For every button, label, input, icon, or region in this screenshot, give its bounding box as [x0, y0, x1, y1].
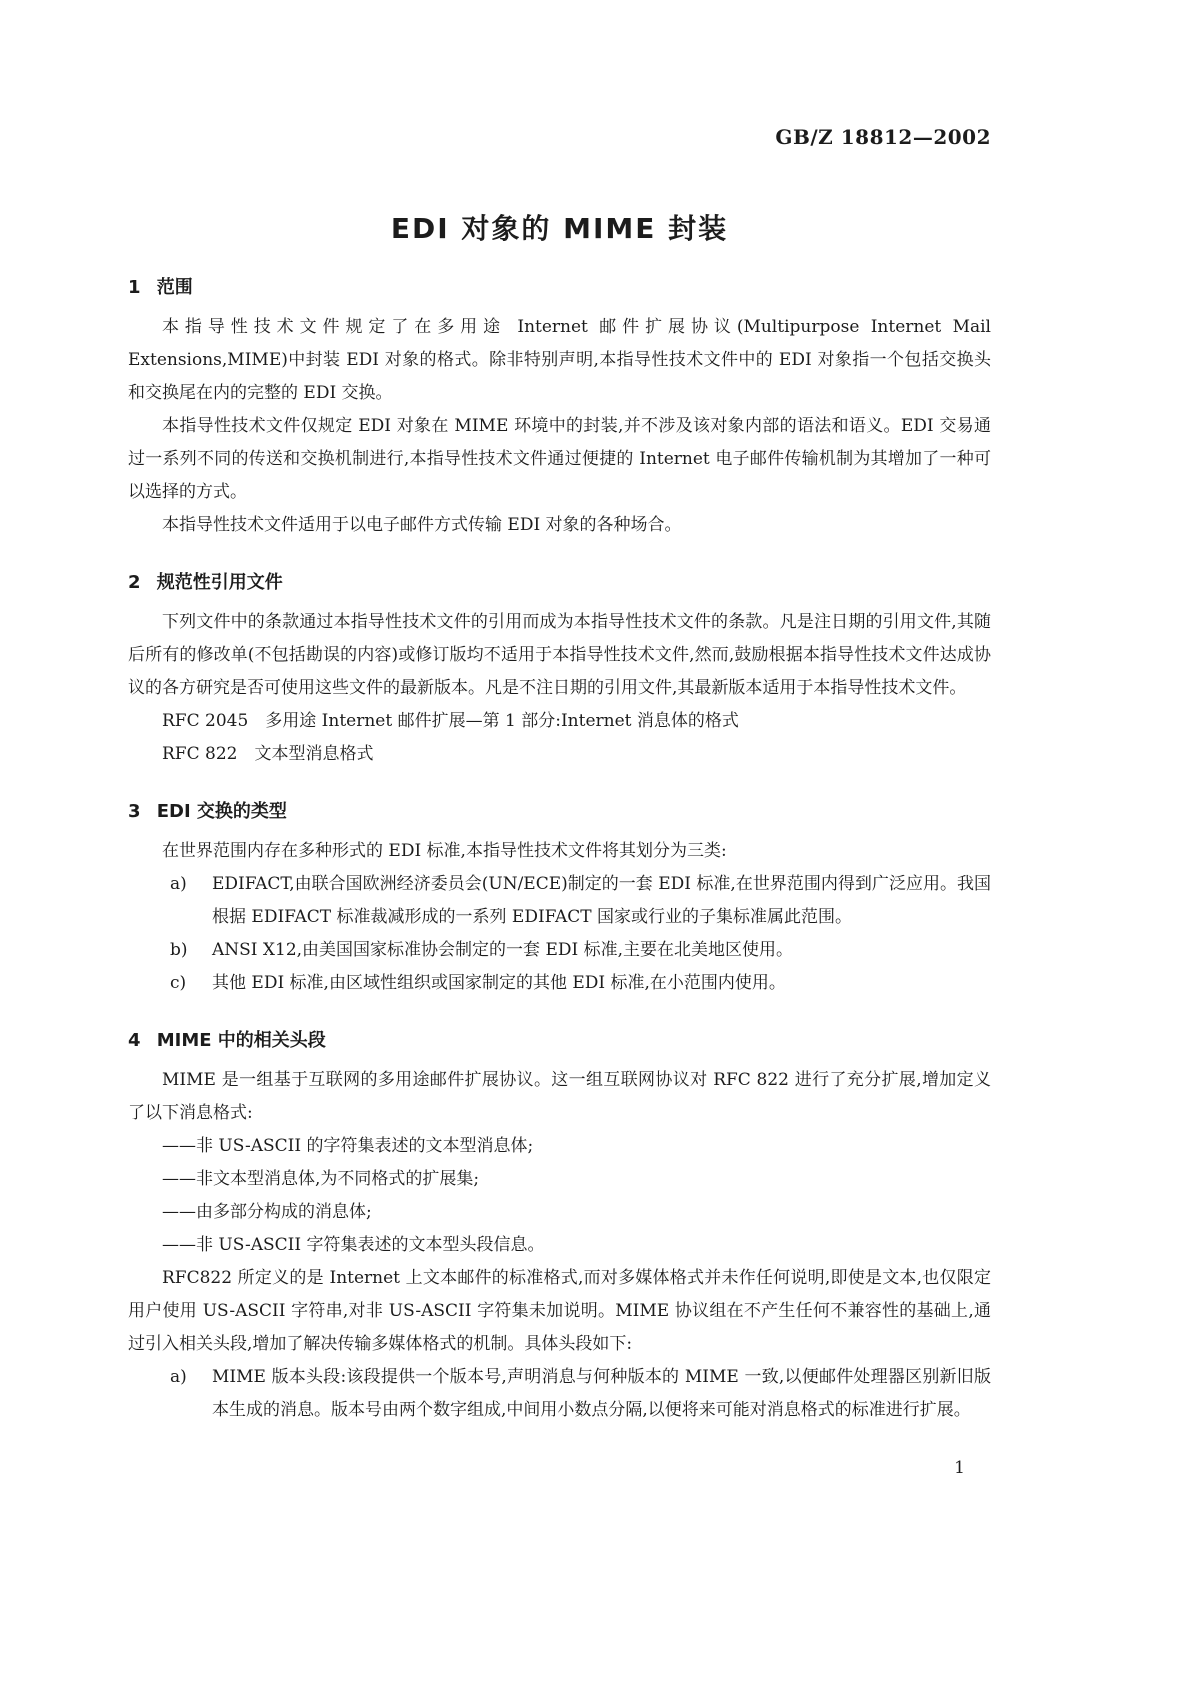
page-number: 1 — [954, 1458, 965, 1478]
list-marker: b) — [170, 940, 188, 960]
paragraph: 本指导性技术文件适用于以电子邮件方式传输 EDI 对象的各种场合。 — [162, 515, 682, 535]
section-4-number: 4 — [128, 1030, 141, 1051]
list-item-text: MIME 版本头段:该段提供一个版本号,声明消息与何种版本的 MIME 一致,以便邮件处理器区别新旧版本生成的消息。版本号由两个数字组成,中间用小数点分隔,以便将来可能对消息格式的标准进行扩展。 — [212, 1367, 991, 1420]
list-item — [128, 967, 991, 1000]
paragraph: 本指导性技术文件仅规定 EDI 对象在 MIME 环境中的封装,并不涉及该对象内部的语法和语义。EDI 交易通过一系列不同的传送和交换机制进行,本指导性技术文件通过便捷的 Internet 电子邮件传输机制为其增加了一种可以选择的方式。 — [128, 416, 991, 502]
section-mime-headers — [128, 1028, 991, 1427]
section-4-title: MIME 中的相关头段 — [156, 1030, 326, 1051]
section-4-heading — [128, 1028, 991, 1054]
paragraph: 在世界范围内存在多种形式的 EDI 标准,本指导性技术文件将其划分为三类: — [162, 841, 727, 861]
section-3-number: 3 — [128, 801, 141, 822]
section-2-title: 规范性引用文件 — [156, 572, 283, 593]
section-edi-exchange-types — [128, 799, 991, 1000]
section-1-heading — [128, 275, 991, 301]
section-3-heading — [128, 799, 991, 825]
list-item — [128, 868, 991, 934]
reference-line: RFC 822 文本型消息格式 — [162, 744, 374, 764]
section-normative-references — [128, 570, 991, 771]
dash-list-item: ——非文本型消息体,为不同格式的扩展集; — [162, 1169, 480, 1189]
dash-list-item: ——由多部分构成的消息体; — [162, 1202, 372, 1222]
section-2-number: 2 — [128, 572, 141, 593]
paragraph: MIME 是一组基于互联网的多用途邮件扩展协议。这一组互联网协议对 RFC 822 进行了充分扩展,增加定义了以下消息格式: — [128, 1070, 991, 1123]
reference-line: RFC 2045 多用途 Internet 邮件扩展—第 1 部分:Internet 消息体的格式 — [162, 711, 739, 731]
list-marker: c) — [170, 973, 187, 993]
list-item-text: EDIFACT,由联合国欧洲经济委员会(UN/ECE)制定的一套 EDI 标准,在世界范围内得到广泛应用。我国根据 EDIFACT 标准裁减形成的一系列 EDIFACT 国家或行业的子集标准属此范围。 — [212, 874, 991, 927]
dash-list-item: ——非 US-ASCII 字符集表述的文本型头段信息。 — [162, 1235, 545, 1255]
section-3-title: EDI 交换的类型 — [156, 801, 287, 822]
paragraph: 本指导性技术文件规定了在多用途 Internet 邮件扩展协议(Multipurpose Internet Mail Extensions,MIME)中封装 EDI 对象的格式。除非特别声明,本指导性技术文件中的 EDI 对象指一个包括交换头和交换尾在内的完整的 EDI 交换。 — [128, 317, 991, 403]
section-2-heading — [128, 570, 991, 596]
list-item — [128, 1361, 991, 1427]
standard-number: GB/Z 18812—2002 — [775, 125, 991, 149]
list-marker: a) — [170, 1367, 187, 1387]
paragraph: 下列文件中的条款通过本指导性技术文件的引用而成为本指导性技术文件的条款。凡是注日期的引用文件,其随后所有的修改单(不包括勘误的内容)或修订版均不适用于本指导性技术文件,然而,鼓励根据本指导性技术文件达成协议的各方研究是否可使用这些文件的最新版本。凡是不注日期的引用文件,其最新版本适用于本指导性技术文件。 — [128, 612, 991, 698]
list-item-text: ANSI X12,由美国国家标准协会制定的一套 EDI 标准,主要在北美地区使用。 — [212, 940, 794, 960]
list-item — [128, 934, 991, 967]
list-marker: a) — [170, 874, 187, 894]
list-item-text: 其他 EDI 标准,由区域性组织或国家制定的其他 EDI 标准,在小范围内使用。 — [212, 973, 786, 993]
dash-list-item: ——非 US-ASCII 的字符集表述的文本型消息体; — [162, 1136, 534, 1156]
document-title: EDI 对象的 MIME 封装 — [390, 212, 729, 245]
paragraph: RFC822 所定义的是 Internet 上文本邮件的标准格式,而对多媒体格式并未作任何说明,即使是文本,也仅限定用户使用 US-ASCII 字符串,对非 US-ASCII 字符集未加说明。MIME 协议组在不产生任何不兼容性的基础上,通过引入相关头段,增加了解决传输多媒体格式的机制。具体头段如下: — [128, 1268, 991, 1354]
section-1-number: 1 — [128, 277, 141, 298]
section-scope — [128, 275, 991, 542]
section-1-title: 范围 — [156, 277, 193, 298]
